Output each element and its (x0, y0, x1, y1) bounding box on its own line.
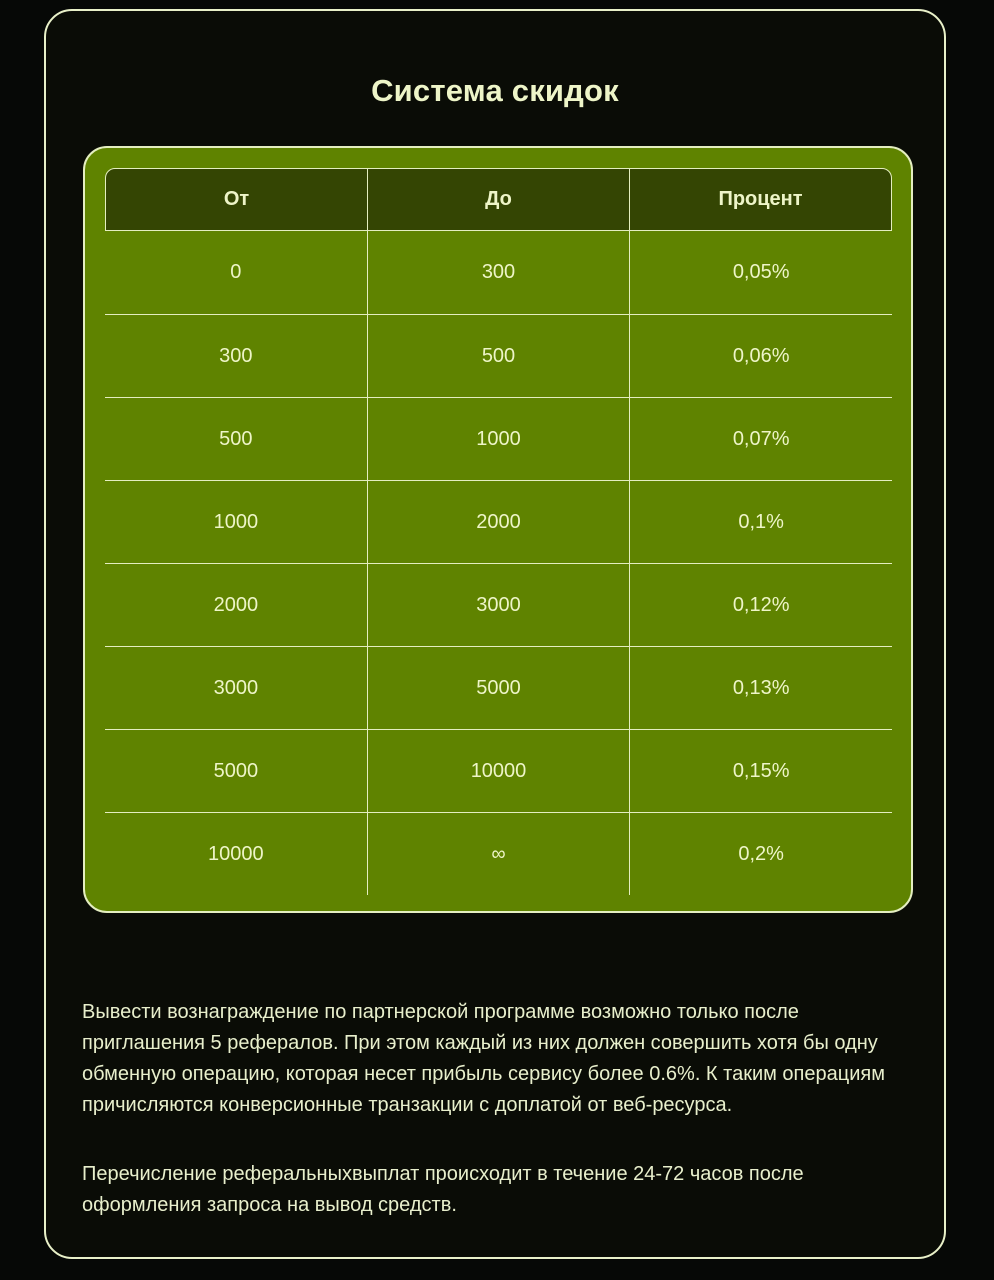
table-body (105, 231, 892, 895)
cell-percent: 0,06% (629, 315, 892, 397)
cell-percent: 0,13% (629, 647, 892, 729)
column-header-to: До (367, 169, 629, 230)
cell-to: ∞ (367, 813, 630, 895)
cell-from: 5000 (213, 759, 259, 782)
table-row (105, 563, 892, 646)
column-header-percent: Процент (629, 169, 891, 230)
discount-table (83, 146, 913, 913)
table-row (105, 231, 892, 314)
page-title: Система скидок (371, 73, 619, 108)
cell-to: 1000 (367, 398, 630, 480)
table-row (105, 646, 892, 729)
table-row (105, 397, 892, 480)
cell-percent: 0,1% (629, 481, 892, 563)
payout-timing-text: Перечисление реферальныхвыплат происходит в течение 24-72 часов после оформления запроса на вывод средств. (82, 1163, 804, 1216)
discount-system-card (44, 9, 946, 1259)
cell-to: 300 (367, 231, 630, 314)
table-row (105, 480, 892, 563)
cell-percent: 0,12% (629, 564, 892, 646)
column-header-from: От (223, 188, 250, 210)
cell-to: 5000 (367, 647, 630, 729)
table-row (105, 314, 892, 397)
cell-percent: 0,2% (629, 813, 892, 895)
cell-percent: 0,15% (629, 730, 892, 812)
cell-from: 2000 (213, 593, 259, 616)
cell-to: 2000 (367, 481, 630, 563)
cell-to: 10000 (367, 730, 630, 812)
table-row (105, 729, 892, 812)
cell-percent: 0,07% (629, 398, 892, 480)
cell-to: 3000 (367, 564, 630, 646)
cell-percent: 0,05% (629, 231, 892, 314)
cell-from: 10000 (208, 842, 264, 865)
cell-from: 1000 (213, 510, 259, 533)
table-header (105, 168, 892, 231)
cell-from: 300 (219, 344, 253, 367)
cell-from: 500 (219, 427, 253, 450)
cell-to: 500 (367, 315, 630, 397)
table-row (105, 812, 892, 895)
withdrawal-conditions-text: Вывести вознаграждение по партнерской программе возможно только после приглашения 5 рефералов. При этом каждый из них должен совершить хотя бы одну обменную операцию, которая несет прибыль сервису более 0.6%. К таким операциям причисляются конверсионные транзакции с доплатой от веб-ресурса. (82, 1001, 885, 1116)
cell-from: 3000 (213, 676, 259, 699)
cell-from: 0 (230, 261, 242, 283)
